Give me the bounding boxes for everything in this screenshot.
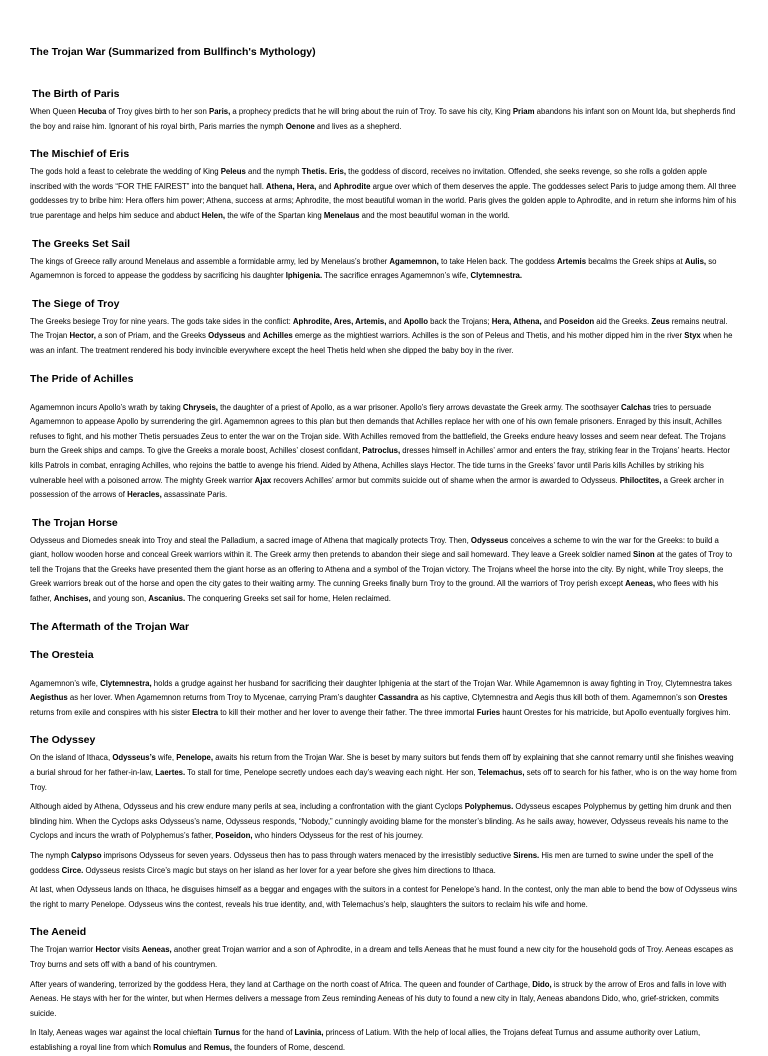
bold-name: Thetis. Eris,	[301, 167, 346, 177]
text-run: His men are turned to swine under the spell of the goddess	[30, 851, 714, 875]
text-run: princess of Latium. With the help of local allies, the Trojans defeat Turnus and assume authority over Latium, establishing a royal line from which	[30, 1028, 701, 1052]
bold-name: Peleus	[220, 167, 246, 177]
text-run: of Troy gives birth to her son	[106, 107, 210, 116]
text-run: When Queen	[30, 107, 79, 116]
text-run: remains neutral. The Trojan	[30, 316, 728, 341]
text-run: Agamemnon’s wife,	[30, 678, 101, 688]
text-run: for the hand of	[239, 1028, 295, 1038]
bold-name: Aphrodite	[333, 181, 371, 191]
section-paragraph	[30, 849, 738, 878]
text-run: as his captive, Clytemnestra and Aegis thus kill both of them. Agamemnon’s son	[418, 693, 699, 703]
section-paragraph	[30, 165, 738, 223]
bold-name: Anchises,	[53, 594, 91, 604]
text-run: another great Trojan warrior and a son of Aphrodite, in a dream and tells Aeneas that he must found a new city for the household gods of Troy. Aeneas escapes as Troy burns and sets off with a band of his countrymen.	[30, 945, 734, 969]
text-run: returns from exile and conspires with his sister	[30, 707, 193, 717]
section-heading: The Aftermath of the Trojan War	[30, 620, 190, 633]
bold-name: Hector	[95, 945, 121, 955]
text-run: and young son,	[90, 594, 149, 604]
text-run: abandons his infant son on Mount Ida, but shepherds find the boy and raise him. Ignorant of his royal birth, Paris marries the nymph	[30, 107, 736, 131]
bold-name: Priam	[512, 107, 535, 116]
section-heading: The Aeneid	[30, 926, 87, 939]
text-run: emerge as the mightiest warriors. Achilles is the son of Peleus and Thetis, and his mother dipped him in the river	[292, 331, 685, 341]
section-paragraph	[30, 1026, 738, 1055]
text-run: and	[245, 331, 263, 341]
bold-name: Remus,	[203, 1042, 232, 1052]
text-run: so Agamemnon is forced to appease the goddess by sacrificing his daughter	[30, 256, 717, 281]
bold-name: Athena, Hera,	[266, 181, 317, 191]
text-run: is struck by the arrow of Eros and falls in love with Aeneas. He stays with her for the winter, but when Hermes delivers a message from Zeus reminding Aeneas of his duty to found a new city in Italy, Aeneas abandons Dido, who, grief-stricken, commits suicide.	[30, 979, 727, 1018]
text-run: recovers Achilles’ armor but commits suicide out of shame when the armor is awarded to Odysseus.	[271, 475, 620, 485]
bold-name: Zeus	[651, 316, 670, 326]
bold-name: Aegisthus	[30, 693, 68, 703]
section-paragraph	[30, 883, 738, 912]
text-run: At last, when Odysseus lands on Ithaca, he disguises himself as a beggar and engages with the suitors in a contest for Penelope’s hand. In the contest, only the man able to bend the bow of Odysseus wins the right to marry Penelope. Odysseus wins the contest, reveals his true identity, and, with Telemachus’s help, slaughters the suitors to reclaim his wife and home.	[30, 885, 738, 909]
bold-name: Clytemnestra,	[100, 678, 152, 688]
bold-name: Hera, Athena,	[491, 316, 542, 326]
text-run: In Italy, Aeneas wages war against the local chieftain	[30, 1028, 215, 1038]
bold-name: Telemachus,	[477, 768, 525, 778]
text-run: who flees with his father,	[30, 579, 719, 604]
bold-name: Romulus	[153, 1042, 187, 1052]
bold-name: Agamemnon,	[389, 256, 439, 266]
bold-name: Hecuba	[78, 107, 107, 116]
text-run: a Greek archer in possession of the arrows of	[30, 475, 724, 500]
text-run: The gods hold a feast to celebrate the wedding of King	[30, 167, 221, 177]
text-run: holds a grudge against her husband for sacrificing their daughter Iphigenia at the start of the Trojan War. While Agamemnon is away fighting in Troy, Clytemnestra takes	[151, 678, 732, 688]
section-heading: The Trojan Horse	[32, 516, 118, 529]
section-heading: The Greeks Set Sail	[32, 237, 131, 250]
bold-name: Clytemnestra.	[470, 271, 523, 281]
section-heading: The Pride of Achilles	[30, 372, 134, 385]
bold-name: Philoctites,	[619, 475, 662, 485]
bold-name: Calypso	[71, 851, 102, 860]
document-title: The Trojan War (Summarized from Bullfinch's Mythology)	[30, 46, 316, 58]
text-run: conceives a scheme to win the war for the Greeks: to build a giant, hollow wooden horse and conceal Greek warriors within it. The Greek army then pretends to abandon their siege and sail homeward. They leave a Greek soldier named	[30, 535, 719, 560]
text-run: assassinate Paris.	[161, 490, 228, 500]
section-heading: The Oresteia	[30, 648, 94, 661]
text-run: wife,	[155, 753, 177, 763]
text-run: Although aided by Athena, Odysseus and his crew endure many perils at sea, including a confrontation with the giant Cyclops	[30, 802, 465, 812]
section-paragraph	[30, 401, 738, 503]
text-run: and	[316, 181, 334, 191]
text-run: The Trojan warrior	[30, 945, 96, 955]
text-run: the daughter of a priest of Apollo, as a war prisoner. Apollo’s fiery arrows devastate the Greek army. The soothsayer	[217, 402, 622, 412]
text-run: to take Helen back. The goddess	[438, 256, 557, 266]
bold-name: Patroclus,	[362, 446, 401, 456]
bold-name: Sinon	[633, 550, 655, 560]
text-run: visits	[120, 945, 142, 955]
text-run: On the island of Ithaca,	[30, 753, 113, 763]
text-run: awaits his return from the Trojan War. She is beset by many suitors but fends them off by explaining that she cannot remarry until she finishes weaving a burial shroud for her father-in-law,	[30, 753, 734, 778]
text-run: The Greeks besiege Troy for nine years. The gods take sides in the conflict:	[30, 316, 293, 326]
bold-name: Ajax	[254, 475, 272, 485]
section-paragraph	[30, 677, 738, 721]
bold-name: Artemis	[557, 256, 587, 266]
bold-name: Achilles	[262, 331, 293, 341]
text-run: and the most beautiful woman in the world.	[359, 210, 510, 220]
text-run: and	[386, 316, 404, 326]
text-run: To stall for time, Penelope secretly undoes each day’s weaving each night. Her son,	[185, 768, 478, 778]
text-run: The sacrifice enrages Agamemnon’s wife,	[322, 271, 471, 281]
text-run: as her lover. When Agamemnon returns from Troy to Mycenae, carrying Pram’s daughter	[67, 693, 379, 703]
text-run: dresses himself in Achilles’ armor and enters the fray, striking fear in the Trojans’ hearts. Hector kills Patrols in combat, enraging Achilles, who rejoins the battle to avenge his friend. Aided by Athena, Achilles slays Hector. The tide turns in the Greeks’ favor until Paris kills Achilles by striking his vulnerable heel with a poisoned arrow. The mighty Greek warrior	[30, 446, 731, 485]
text-run: haunt Orestes for his matricide, but Apollo eventually forgives him.	[500, 707, 731, 717]
bold-name: Poseidon,	[215, 831, 253, 841]
text-run: Odysseus escapes Polyphemus by getting him drunk and then blinding him. When the Cyclops asks Odysseus’s name, Odysseus responds, “Nobody,” cunningly avoiding blame for the monster’s blinding. As he sails away, however, Odysseus reveals his name to the Cyclops and incurs the wrath of Polyphemus’s father,	[30, 802, 732, 841]
bold-name: Circe.	[61, 865, 84, 875]
bold-name: Chryseis,	[182, 402, 218, 412]
text-run: argue over which of them deserves the apple. The goddesses select Paris to judge among them. All three goddesses try to bribe him: Hera offers him power; Athena, success at arms; Aphrodite, the most beautiful woman in the world. Paris gives the golden apple to Aphrodite, and in return she informs him of his true parentage and helps him seduce and abduct	[30, 181, 737, 220]
section-paragraph	[30, 943, 738, 972]
document-body	[30, 88, 738, 1056]
section-heading: The Odyssey	[30, 734, 96, 747]
bold-name: Iphigenia.	[285, 271, 323, 281]
bold-name: Paris,	[209, 107, 231, 116]
bold-name: Aeneas,	[141, 945, 172, 955]
bold-name: Apollo	[403, 316, 428, 326]
text-run: when he was an infant. The treatment rendered his body invincible everywhere except the heel Thetis held when she dipped the baby boy in the river.	[30, 331, 733, 355]
text-run: aid the Greeks.	[594, 316, 652, 326]
bold-name: Odysseus	[470, 535, 509, 545]
bold-name: Aulis,	[684, 256, 707, 266]
text-run: at the gates of Troy to tell the Trojans that the Greeks have presented them the giant horse as an offering to Athena and a symbol of the Trojan victory. The Trojans wheel the horse into the city. By night, while Troy sleeps, the Greek warriors break out of the horse and open the city gates to their waiting army. The cunning Greeks finally burn Troy to the ground. All the warriors of Troy perish except	[30, 550, 733, 589]
section-heading: The Mischief of Eris	[30, 148, 130, 161]
text-run: The kings of Greece rally around Menelaus and assemble a formidable army, led by Menelaus’s brother	[30, 256, 390, 266]
text-run: Agamemnon incurs Apollo’s wrath by taking	[30, 402, 183, 412]
bold-name: Furies	[476, 707, 501, 717]
section-paragraph	[30, 255, 738, 284]
bold-name: Odysseus	[208, 331, 246, 341]
bold-name: Hector,	[69, 331, 96, 341]
section-paragraph	[30, 315, 738, 359]
section-paragraph	[30, 534, 738, 607]
text-run: the goddess of discord, receives no invitation. Offended, she seeks revenge, so she rolls a golden apple inscribed with the words “FOR THE FAIREST” into the banquet hall.	[30, 167, 707, 191]
text-run: and	[186, 1042, 204, 1052]
text-run: sets off to search for his father, who is on the way home from Troy.	[30, 768, 737, 792]
text-run: who hinders Odysseus for the rest of his journey.	[252, 831, 424, 841]
bold-name: Ascanius.	[148, 594, 186, 604]
section-paragraph	[30, 105, 738, 134]
bold-name: Turnus	[214, 1028, 240, 1038]
bold-name: Aphrodite, Ares, Artemis,	[292, 316, 387, 326]
text-run: imprisons Odysseus for seven years. Odysseus then has to pass through waters menaced by the irresistibly seductive	[101, 851, 514, 860]
bold-name: Sirens.	[513, 851, 540, 860]
text-run: The conquering Greeks set sail for home, Helen reclaimed.	[185, 594, 391, 604]
bold-name: Dido,	[532, 979, 552, 989]
text-run: Odysseus resists Circe’s magic but stays on her island as her lover for a year before she gives him directions to Ithaca.	[83, 865, 496, 875]
bold-name: Polyphemus.	[464, 802, 514, 812]
text-run: and lives as a shepherd.	[314, 121, 402, 131]
text-run: After years of wandering, terrorized by the goddess Hera, they land at Carthage on the north coast of Africa. The queen and founder of Carthage,	[30, 979, 533, 989]
text-run: the wife of the Spartan king	[225, 210, 324, 220]
bold-name: Poseidon	[559, 316, 595, 326]
text-run: The nymph	[30, 851, 72, 860]
bold-name: Lavinia,	[294, 1028, 324, 1038]
bold-name: Calchas	[621, 402, 651, 412]
section-paragraph	[30, 751, 738, 795]
bold-name: Heracles,	[127, 490, 162, 500]
text-run: back the Trojans;	[427, 316, 492, 326]
section-paragraph	[30, 978, 738, 1022]
text-run: tries to persuade Agamemnon to appease Apollo by surrendering the girl. Agamemnon agrees to this plan but then demands that Achilles replace her with one of his own female prisoners. Enraged by this insult, Achilles refuses to fight, and his mother Thetis persuades Zeus to enter the war on the Trojan side. With Achilles removed from the battlefield, the Greeks endure heavy losses and seem near defeat. The Trojans burn the Greek ships and camps. To give the Greeks a morale boost, Achilles’ closest confidant,	[30, 402, 726, 456]
text-run: and the nymph	[245, 167, 302, 177]
section-heading: The Siege of Troy	[32, 297, 120, 310]
text-run: becalms the Greek ships at	[586, 256, 685, 266]
bold-name: Odysseus’s	[112, 753, 156, 763]
text-run: to kill their mother and her lover to avenge their father. The three immortal	[218, 707, 477, 717]
bold-name: Electra	[192, 707, 219, 717]
section-paragraph	[30, 800, 738, 844]
bold-name: Helen,	[201, 210, 226, 220]
bold-name: Styx	[684, 331, 701, 341]
text-run: a son of Priam, and the Greeks	[95, 331, 209, 341]
bold-name: Aeneas,	[625, 579, 656, 589]
text-run: a prophecy predicts that he will bring about the ruin of Troy. To save his city, King	[230, 107, 513, 116]
text-run: the founders of Rome, descend.	[231, 1042, 346, 1052]
section-heading: The Birth of Paris	[32, 88, 120, 100]
text-run: and	[541, 316, 560, 326]
bold-name: Menelaus	[323, 210, 360, 220]
bold-name: Oenone	[285, 121, 315, 131]
bold-name: Penelope,	[176, 753, 214, 763]
bold-name: Cassandra	[378, 693, 419, 703]
text-run: Odysseus and Diomedes sneak into Troy and steal the Palladium, a sacred image of Athena that magically protects Troy. Then,	[30, 535, 471, 545]
bold-name: Orestes	[698, 693, 728, 703]
bold-name: Laertes.	[155, 768, 186, 778]
